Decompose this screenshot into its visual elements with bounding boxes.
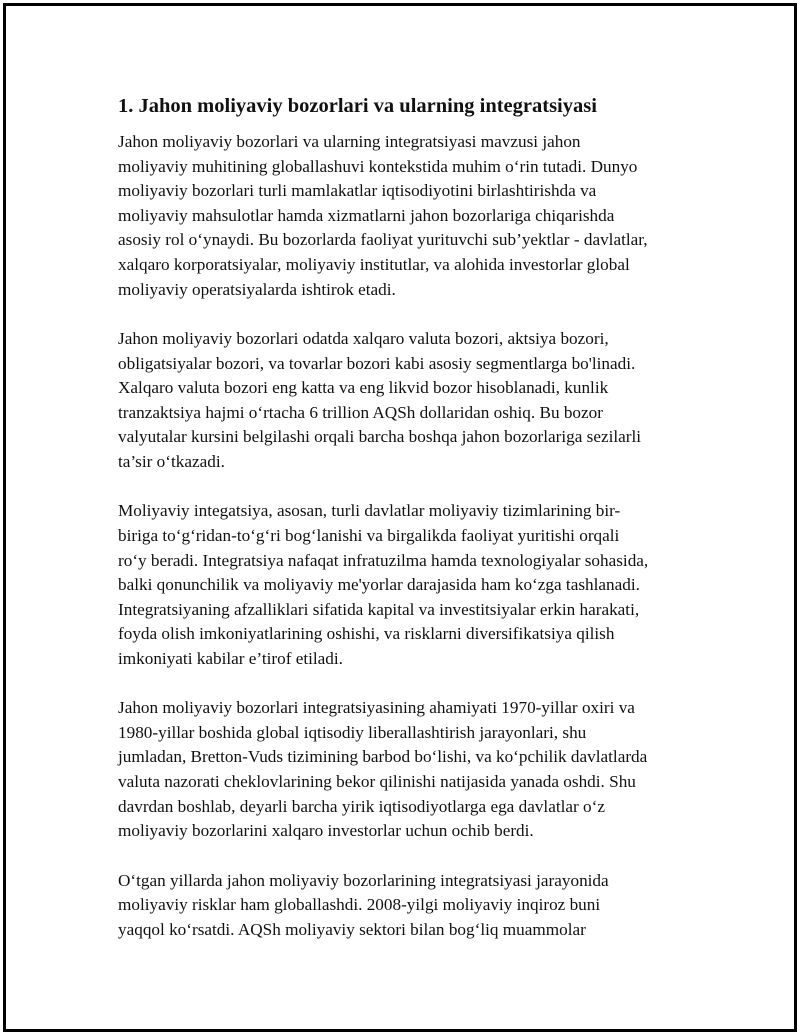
text-line: valuta nazorati cheklovlarining bekor qilinishi natijasida yanada oshdi. Shu — [118, 772, 636, 792]
text-line: balki qonunchilik va moliyaviy me'yorlar darajasida ham ko‘zga tashlanadi. — [118, 575, 640, 595]
text-line: Jahon moliyaviy bozorlari integratsiyasining ahamiyati 1970-yillar oxiri va — [118, 698, 635, 718]
text-line: yaqqol ko‘rsatdi. AQSh moliyaviy sektori bilan bog‘liq muammolar — [118, 919, 586, 939]
text-line: Jahon moliyaviy bozorlari odatda xalqaro valuta bozori, aktsiya bozori, — [118, 328, 609, 348]
text-line: Xalqaro valuta bozori eng katta va eng likvid bozor hisoblanadi, kunlik — [118, 378, 609, 398]
text-line: moliyaviy muhitining globallashuvi kontekstida muhim o‘rin tutadi. Dunyo — [118, 156, 638, 176]
paragraph — [118, 696, 688, 844]
text-line: 1980-yillar boshida global iqtisodiy liberallashtirish jarayonlari, shu — [118, 722, 587, 742]
document-body — [118, 92, 688, 967]
text-line: Jahon moliyaviy bozorlari va ularning integratsiyasi mavzusi jahon — [118, 132, 581, 151]
text-line: moliyaviy mahsulotlar hamda xizmatlarni jahon bozorlariga chiqarishda — [118, 205, 615, 225]
text-line: moliyaviy bozorlari turli mamlakatlar iqtisodiyotini birlashtirishda va — [118, 181, 597, 201]
text-line: ro‘y beradi. Integratsiya nafaqat infratuzilma hamda texnologiyalar sohasida, — [118, 550, 649, 570]
text-line: Moliyaviy integatsiya, asosan, turli davlatlar moliyaviy tizimlarining bir- — [118, 501, 621, 521]
text-line: xalqaro korporatsiyalar, moliyaviy institutlar, va alohida investorlar global — [118, 254, 630, 274]
text-line: biriga to‘g‘ridan-to‘g‘ri bog‘lanishi va birgalikda faoliyat yuritishi orqali — [118, 525, 620, 545]
text-line: tranzaktsiya hajmi o‘rtacha 6 trillion AQSh dollaridan oshiq. Bu bozor — [118, 402, 603, 422]
text-line: imkoniyati kabilar e’tirof etiladi. — [118, 648, 343, 668]
text-line: foyda olish imkoniyatlarining oshishi, va risklarni diversifikatsiya qilish — [118, 624, 615, 644]
paragraph — [118, 130, 688, 302]
text-line: jumladan, Bretton-Vuds tizimining barbod bo‘lishi, va ko‘pchilik davlatlarda — [118, 747, 648, 767]
section-heading: 1. Jahon moliyaviy bozorlari va ularning integratsiyasi — [118, 95, 597, 117]
paragraph — [118, 499, 688, 671]
paragraph — [118, 327, 688, 475]
text-line: ta’sir o‘tkazadi. — [118, 451, 225, 471]
text-line: moliyaviy bozorlarini xalqaro investorlar uchun ochib berdi. — [118, 821, 534, 841]
text-line: O‘tgan yillarda jahon moliyaviy bozorlarining integratsiyasi jarayonida — [118, 870, 609, 890]
paragraph — [118, 869, 688, 943]
text-line: moliyaviy risklar ham globallashdi. 2008-yilgi moliyaviy inqiroz buni — [118, 895, 601, 915]
text-line: valyutalar kursini belgilashi orqali barcha boshqa jahon bozorlariga sezilarli — [118, 427, 642, 447]
text-line: davrdan boshlab, deyarli barcha yirik iqtisodiyotlarga ega davlatlar o‘z — [118, 796, 605, 816]
text-line: moliyaviy operatsiyalarda ishtirok etadi. — [118, 279, 396, 299]
text-line: Integratsiyaning afzalliklari sifatida kapital va investitsiyalar erkin harakati, — [118, 599, 640, 619]
text-line: obligatsiyalar bozori, va tovarlar bozori kabi asosiy segmentlarga bo'linadi. — [118, 353, 636, 373]
text-line: asosiy rol o‘ynaydi. Bu bozorlarda faoliyat yurituvchi sub’yektlar - davlatlar, — [118, 230, 648, 250]
